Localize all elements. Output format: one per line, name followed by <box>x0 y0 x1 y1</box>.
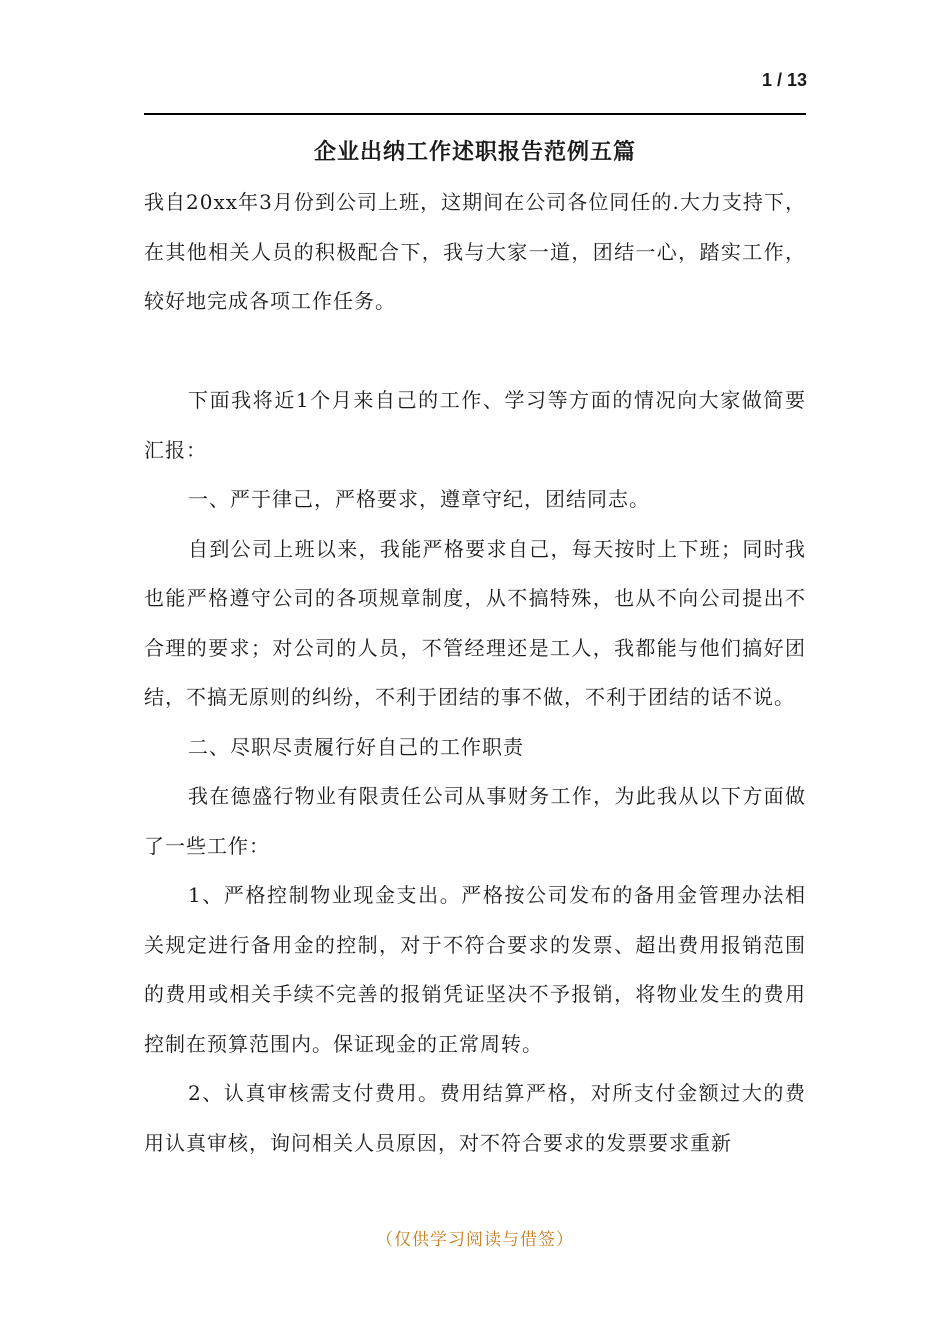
paragraph: 2、认真审核需支付费用。费用结算严格，对所支付金额过大的费用认真审核，询问相关人员原因，对不符合要求的发票要求重新 <box>144 1081 806 1155</box>
page-number: 1 / 13 <box>761 70 807 90</box>
footer-note: （仅供学习阅读与借签） <box>376 1230 574 1250</box>
paragraph: 我在德盛行物业有限责任公司从事财务工作，为此我从以下方面做了一些工作： <box>144 784 806 858</box>
paragraph-gap <box>144 327 806 377</box>
document-body <box>144 178 806 1168</box>
paragraph: 我自20xx年3月份到公司上班，这期间在公司各位同任的.大力支持下，在其他相关人员的积极配合下，我与大家一道，团结一心，踏实工作，较好地完成各项工作任务。 <box>144 190 806 313</box>
document-title: 企业出纳工作述职报告范例五篇 <box>313 139 636 165</box>
section-heading: 二、尽职尽责履行好自己的工作职责 <box>188 734 524 759</box>
paragraph: 自到公司上班以来，我能严格要求自己，每天按时上下班；同时我也能严格遵守公司的各项规章制度，从不搞特殊，也从不向公司提出不合理的要求；对公司的人员，不管经理还是工人，我都能与他们搞好团结，不搞无原则的纠纷，不利于团结的事不做，不利于团结的话不说。 <box>144 536 806 709</box>
paragraph: 下面我将近1个月来自己的工作、学习等方面的情况向大家做简要汇报： <box>144 388 806 462</box>
section-heading: 一、严于律己，严格要求，遵章守纪，团结同志。 <box>188 487 650 511</box>
paragraph: 1、严格控制物业现金支出。严格按公司发布的备用金管理办法相关规定进行备用金的控制，对于不符合要求的发票、超出费用报销范围的费用或相关手续不完善的报销凭证坚决不予报销，将物业发生的费用控制在预算范围内。保证现金的正常周转。 <box>144 883 806 1056</box>
header-divider <box>144 113 806 115</box>
